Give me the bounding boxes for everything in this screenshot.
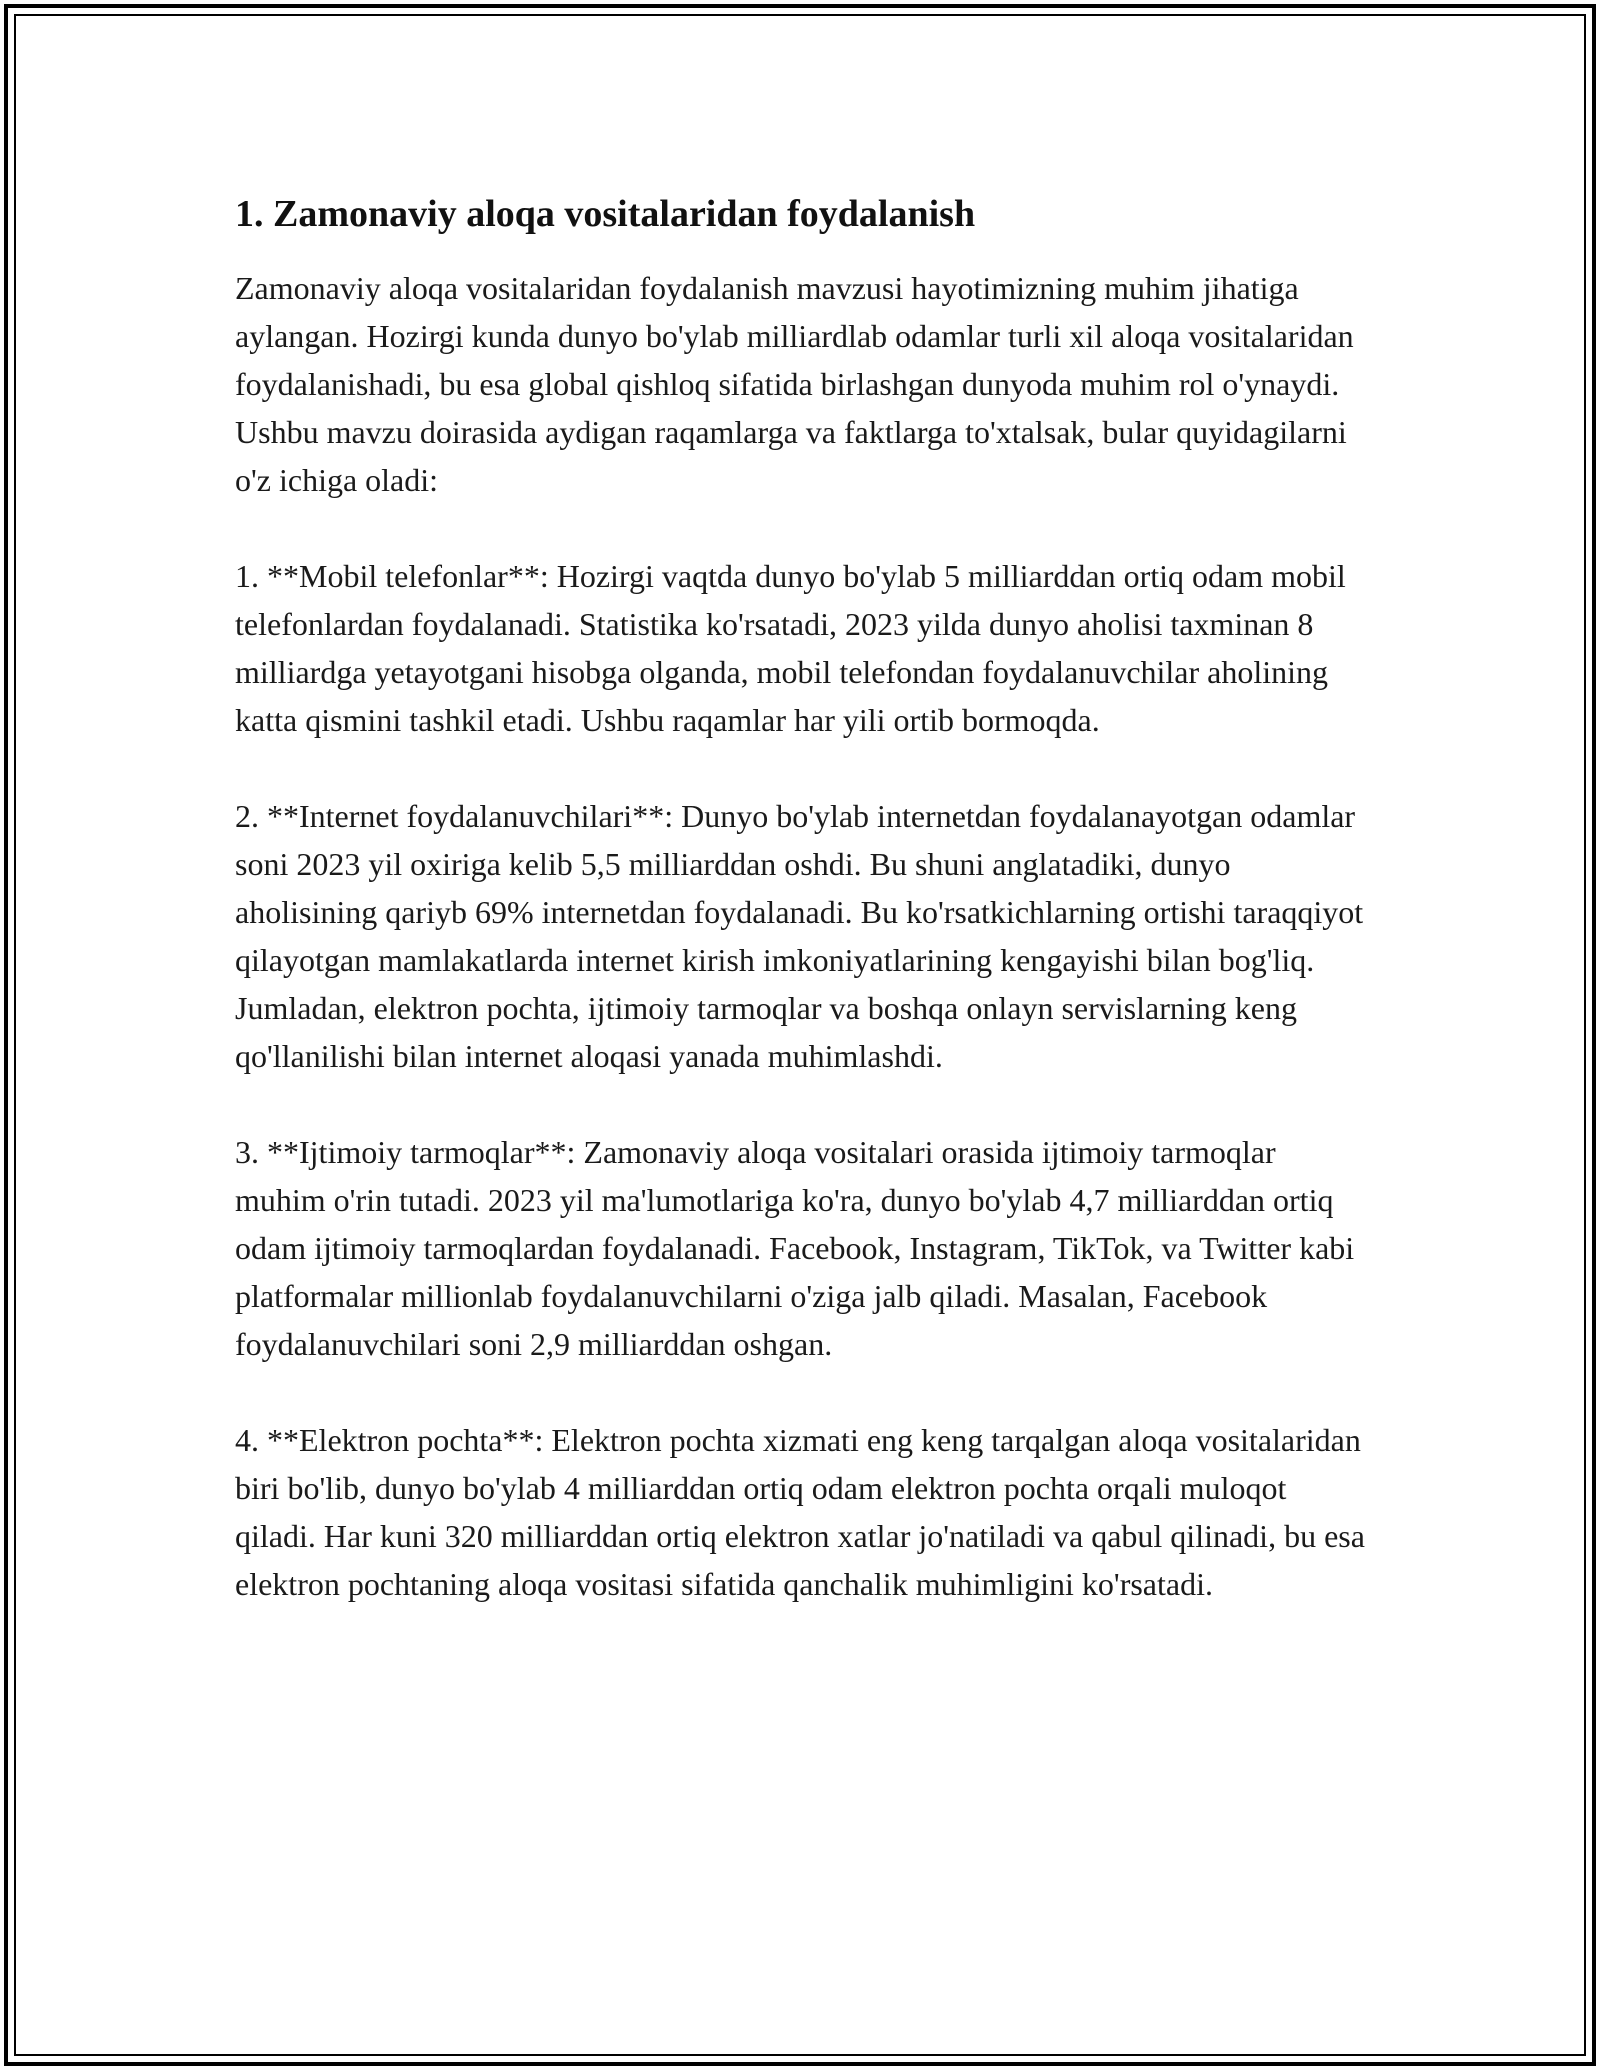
section-heading: 1. Zamonaviy aloqa vositalaridan foydalanish <box>235 193 976 235</box>
paragraph-internet-users: 2. **Internet foydalanuvchilari**: Dunyo bo'ylab internetdan foydalanayotgan odamlar soni 2023 yil oxiriga kelib 5,5 milliarddan oshdi. Bu shuni anglatadiki, dunyo aholisining qariyb 69% internetdan foydalanadi. Bu ko'rsatkichlarning ortishi taraqqiyot qilayotgan mamlakatlarda internet kirish imkoniyatlarining kengayishi bilan bog'liq. Jumladan, elektron pochta, ijtimoiy tarmoqlar va boshqa onlayn servislarning keng qo'llanilishi bilan internet aloqasi yanada muhimlashdi. <box>235 798 1364 1074</box>
paragraph-mobile-phones: 1. **Mobil telefonlar**: Hozirgi vaqtda dunyo bo'ylab 5 milliarddan ortiq odam mobil telefonlardan foydalanadi. Statistika ko'rsatadi, 2023 yilda dunyo aholisi taxminan 8 milliardga yetayotgani hisobga olganda, mobil telefondan foydalanuvchilar aholining katta qismini tashkil etadi. Ushbu raqamlar har yili ortib bormoqda. <box>235 558 1346 738</box>
paragraph-email: 4. **Elektron pochta**: Elektron pochta xizmati eng keng tarqalgan aloqa vositalaridan biri bo'lib, dunyo bo'ylab 4 milliarddan ortiq odam elektron pochta orqali muloqot qiladi. Har kuni 320 milliarddan ortiq elektron xatlar jo'natiladi va qabul qilinadi, bu esa elektron pochtaning aloqa vositasi sifatida qanchalik muhimligini ko'rsatadi. <box>235 1422 1365 1602</box>
document-body <box>235 190 1370 1608</box>
intro-paragraph: Zamonaviy aloqa vositalaridan foydalanish mavzusi hayotimizning muhim jihatiga aylangan. Hozirgi kunda dunyo bo'ylab milliardlab odamlar turli xil aloqa vositalaridan foydalanishadi, bu esa global qishloq sifatida birlashgan dunyoda muhim rol o'ynaydi. Ushbu mavzu doirasida aydigan raqamlarga va faktlarga to'xtalsak, bular quyidagilarni o'z ichiga oladi: <box>235 270 1354 498</box>
paragraph-social-networks: 3. **Ijtimoiy tarmoqlar**: Zamonaviy aloqa vositalari orasida ijtimoiy tarmoqlar muhim o'rin tutadi. 2023 yil ma'lumotlariga ko'ra, dunyo bo'ylab 4,7 milliarddan ortiq odam ijtimoiy tarmoqlardan foydalanadi. Facebook, Instagram, TikTok, va Twitter kabi platformalar millionlab foydalanuvchilarni o'ziga jalb qiladi. Masalan, Facebook foydalanuvchilari soni 2,9 milliarddan oshgan. <box>235 1134 1355 1362</box>
